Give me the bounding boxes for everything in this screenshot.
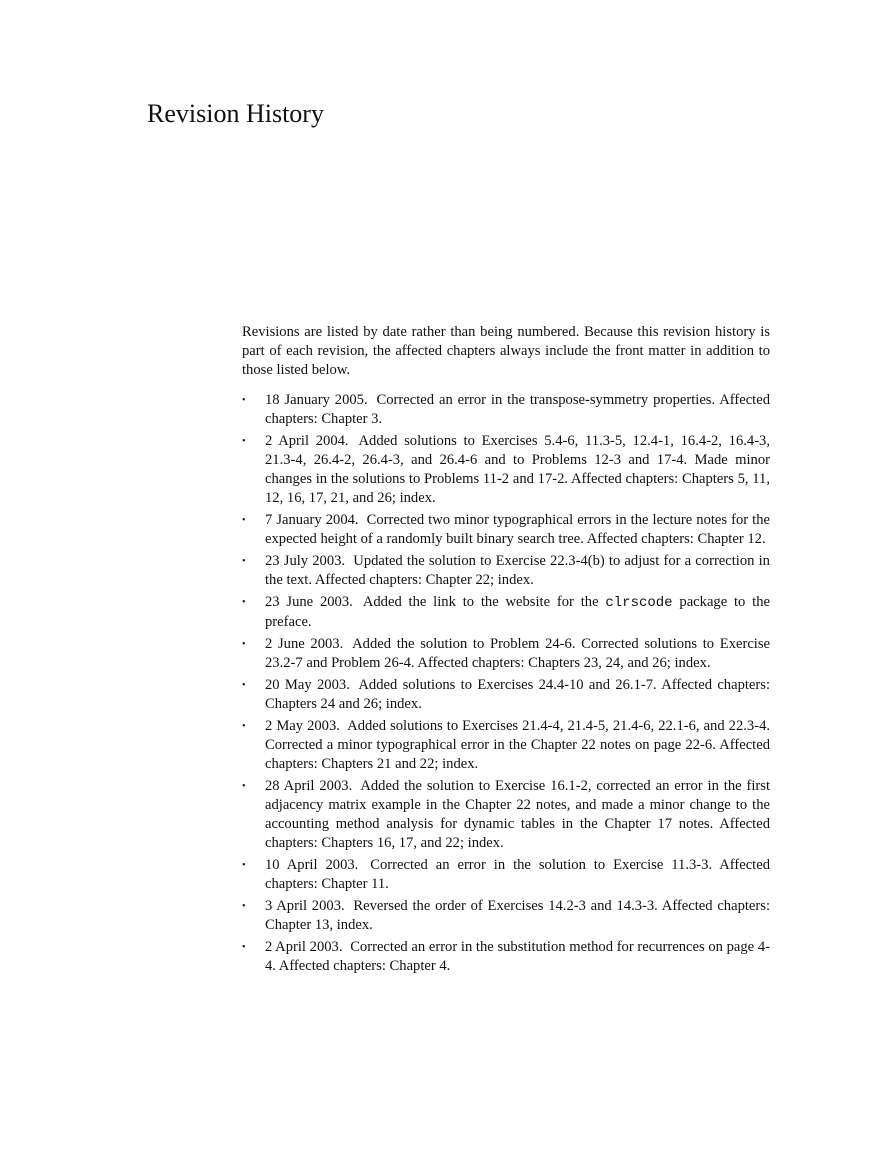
bullet-icon: • <box>242 515 246 526</box>
bullet-icon: • <box>242 860 246 871</box>
revision-text: Corrected two minor typographical errors in the lecture notes for the expected height of a randomly built binary search tree. Affected chapters: Chapter 12. <box>265 512 770 547</box>
revision-item <box>242 676 770 714</box>
bullet-icon: • <box>242 721 246 732</box>
revision-item <box>242 938 770 976</box>
revision-item <box>242 391 770 429</box>
revision-item <box>242 511 770 549</box>
revision-date: 28 April 2003. <box>265 778 353 794</box>
bullet-icon: • <box>242 781 246 792</box>
revision-item <box>242 897 770 935</box>
revision-item <box>242 593 770 632</box>
revision-date: 7 January 2004. <box>265 512 359 528</box>
revision-text: Added the solution to Problem 24-6. Corrected solutions to Exercise 23.2-7 and Problem 26-4. Affected chapters: Chapters 23, 24, and 26; index. <box>265 636 771 671</box>
revision-date: 2 May 2003. <box>265 718 340 734</box>
revision-item <box>242 635 770 673</box>
revision-text: Corrected an error in the substitution method for recurrences on page 4-4. Affected chapters: Chapter 4. <box>265 939 770 974</box>
revision-text: Added solutions to Exercises 5.4-6, 11.3-5, 12.4-1, 16.4-2, 16.4-3, 21.3-4, 26.4-2, 26.4-3, and 26.4-6 and to Problems 12-3 and 17-4. Made minor changes in the solutions to Problems 11-2 and 17-2. Affected chapters: Chapters 5, 11, 12, 16, 17, 21, and 26; index. <box>265 433 771 506</box>
revision-text: Added the solution to Exercise 16.1-2, corrected an error in the first adjacency matrix example in the Chapter 22 notes, and made a minor change to the accounting method analysis for dynamic tables in the Chapter 17 notes. Affected chapters: Chapters 16, 17, and 22; index. <box>265 778 770 851</box>
revision-date: 2 April 2004. <box>265 433 349 449</box>
revision-date: 2 April 2003. <box>265 939 343 955</box>
bullet-icon: • <box>242 597 246 608</box>
bullet-icon: • <box>242 436 246 447</box>
revision-content <box>242 323 770 979</box>
revision-date: 23 June 2003. <box>265 594 353 610</box>
revision-text: Corrected an error in the solution to Exercise 11.3-3. Affected chapters: Chapter 11. <box>265 857 771 892</box>
bullet-icon: • <box>242 639 246 650</box>
revision-item <box>242 432 770 508</box>
bullet-icon: • <box>242 556 246 567</box>
revision-date: 10 April 2003. <box>265 857 359 873</box>
bullet-icon: • <box>242 901 246 912</box>
bullet-icon: • <box>242 942 246 953</box>
revision-date: 3 April 2003. <box>265 898 345 914</box>
revision-text: package to the preface. <box>265 594 770 630</box>
bullet-icon: • <box>242 680 246 691</box>
revision-text: Added solutions to Exercises 21.4-4, 21.4-5, 21.4-6, 22.1-6, and 22.3-4. Corrected a minor typographical error in the Chapter 22 notes on page 22-6. Affected chapters: Chapters 21 and 22; index. <box>265 718 771 772</box>
revision-date: 2 June 2003. <box>265 636 344 652</box>
revision-list <box>242 391 770 976</box>
revision-text: Updated the solution to Exercise 22.3-4(b) to adjust for a correction in the text. Affected chapters: Chapter 22; index. <box>265 553 770 588</box>
revision-text: Added the link to the website for the <box>362 594 599 610</box>
intro-paragraph: Revisions are listed by date rather than being numbered. Because this revision history is part of each revision, the affected chapters always include the front matter in addition to those listed below. <box>242 324 770 378</box>
revision-date: 20 May 2003. <box>265 677 350 693</box>
revision-item <box>242 777 770 853</box>
revision-date: 18 January 2005. <box>265 392 368 408</box>
page-title: Revision History <box>147 99 324 128</box>
revision-item <box>242 552 770 590</box>
revision-text: Added solutions to Exercises 24.4-10 and 26.1-7. Affected chapters: Chapters 24 and 26; index. <box>265 677 770 712</box>
revision-item <box>242 717 770 774</box>
revision-text: Corrected an error in the transpose-symmetry properties. Affected chapters: Chapter 3. <box>265 392 770 427</box>
revision-date: 23 July 2003. <box>265 553 346 569</box>
bullet-icon: • <box>242 395 246 406</box>
revision-item <box>242 856 770 894</box>
package-name: clrscode <box>605 595 673 611</box>
revision-text: Reversed the order of Exercises 14.2-3 and 14.3-3. Affected chapters: Chapter 13, index. <box>265 898 770 933</box>
